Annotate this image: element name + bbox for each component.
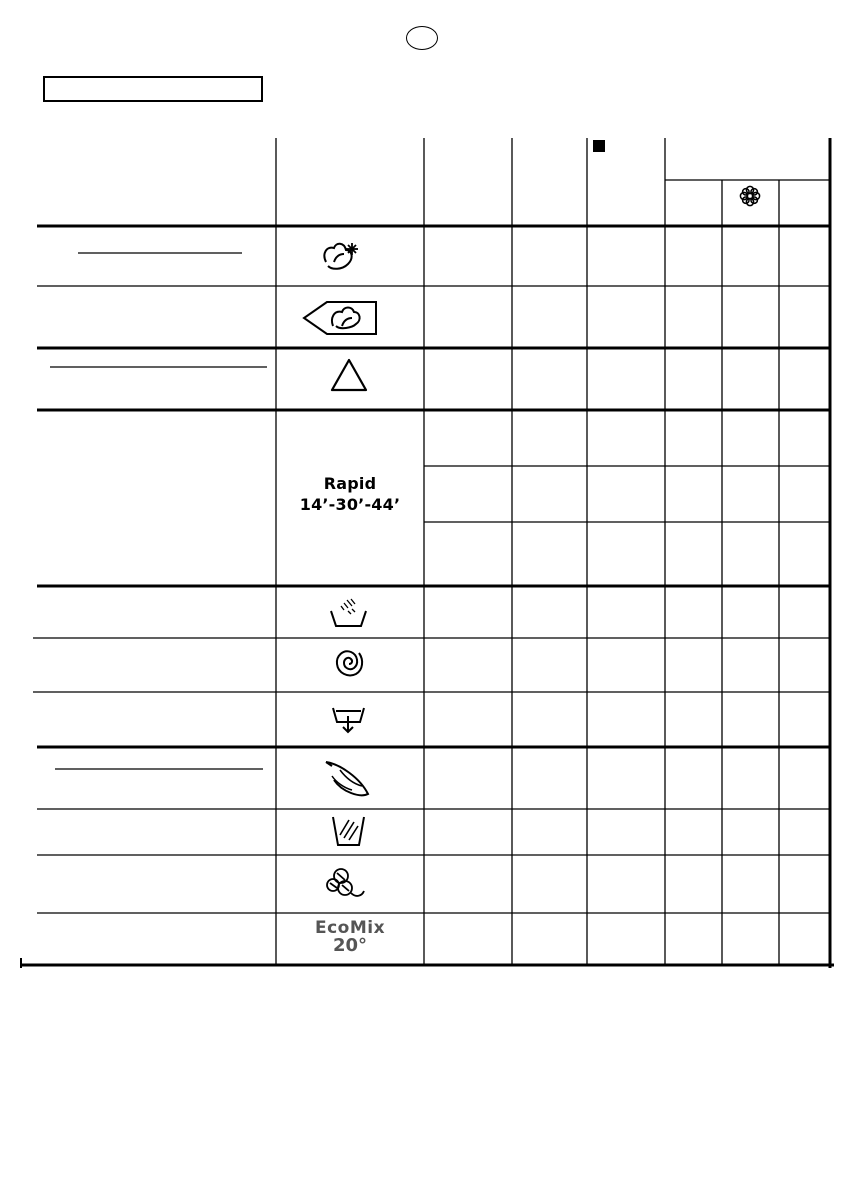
table-thick-lines	[21, 226, 834, 965]
wool-yarn-icon	[327, 869, 364, 896]
rinse-icon	[331, 599, 366, 626]
spin-spiral-icon	[337, 651, 362, 675]
cotton-prewash-icon	[324, 243, 358, 269]
rapid-text-icon	[276, 473, 424, 515]
hand-wash-icon	[333, 817, 364, 845]
ecomix-text-icon	[276, 919, 424, 955]
ecomix-label-line2: 20°	[332, 935, 368, 956]
table-vertical-lines	[276, 138, 779, 965]
rapid-label-line2: 14’-30’-44’	[299, 495, 401, 514]
ecomix-label-line1: EcoMix	[314, 918, 386, 938]
synthetics-triangle-icon	[332, 360, 366, 390]
flower-softener-icon	[740, 186, 759, 205]
black-square-icon	[593, 140, 605, 152]
table-thin-lines	[33, 286, 830, 913]
rapid-label-line1: Rapid	[323, 474, 377, 493]
drain-icon	[333, 708, 364, 732]
cotton-tag-icon	[304, 302, 376, 334]
delicates-feather-icon	[326, 762, 368, 795]
